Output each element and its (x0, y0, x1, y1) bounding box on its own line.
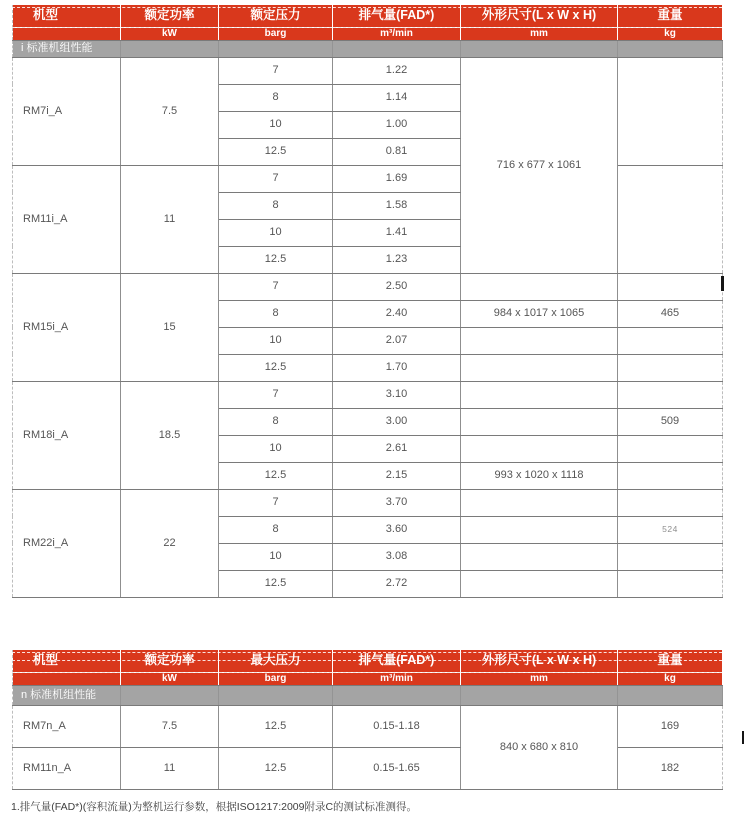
unit-label-m3min: m³/min (333, 672, 461, 685)
weight-cell (618, 381, 723, 408)
pressure-cell: 8 (219, 300, 333, 327)
fad-cell: 3.60 (333, 516, 461, 543)
pressure-cell: 8 (219, 516, 333, 543)
power-cell: 15 (121, 273, 219, 381)
unit-cell-empty (13, 27, 121, 40)
section-band-cell (618, 685, 723, 705)
fad-cell: 1.69 (333, 165, 461, 192)
fad-cell: 1.14 (333, 84, 461, 111)
dimensions-cell (461, 435, 618, 462)
power-cell: 18.5 (121, 381, 219, 489)
table1-header-row (13, 5, 723, 27)
fad-cell: 3.00 (333, 408, 461, 435)
fad-cell: 2.07 (333, 327, 461, 354)
spec-table-n-wrapper (12, 650, 723, 790)
column-header-dimensions: 外形尺寸(L x W x H) (461, 650, 618, 672)
pressure-cell: 12.5 (219, 354, 333, 381)
column-header-power: 额定功率 (121, 650, 219, 672)
column-header-pressure: 额定压力 (219, 5, 333, 27)
dimensions-cell (461, 408, 618, 435)
section-band-n (13, 685, 723, 705)
unit-label-m3min: m³/min (333, 27, 461, 40)
fad-cell: 2.61 (333, 435, 461, 462)
model-name-cell: RM22i_A (13, 489, 121, 597)
pressure-cell: 10 (219, 543, 333, 570)
weight-cell (618, 435, 723, 462)
dimensions-cell: 984 x 1017 x 1065 (461, 300, 618, 327)
unit-label-barg: barg (219, 27, 333, 40)
column-header-fad: 排气量(FAD*) (333, 650, 461, 672)
column-header-fad: 排气量(FAD*) (333, 5, 461, 27)
fad-cell: 3.10 (333, 381, 461, 408)
section-band-i (13, 40, 723, 57)
pressure-cell: 7 (219, 381, 333, 408)
column-header-dimensions: 外形尺寸(L x W x H) (461, 5, 618, 27)
column-header-model: 机型 (13, 650, 121, 672)
section-band-cell (219, 685, 333, 705)
model-name-cell: RM11i_A (13, 165, 121, 273)
section-band-label: n 标准机组性能 (13, 685, 121, 705)
pressure-cell: 8 (219, 192, 333, 219)
section-band-cell (333, 40, 461, 57)
dimensions-cell (461, 543, 618, 570)
section-band-cell (121, 40, 219, 57)
section-band-cell (121, 685, 219, 705)
fad-cell: 1.23 (333, 246, 461, 273)
weight-cell (618, 273, 723, 300)
pressure-cell: 8 (219, 84, 333, 111)
dimensions-cell: 840 x 680 x 810 (461, 705, 618, 789)
model-name-cell: RM7n_A (13, 705, 121, 747)
pressure-cell: 10 (219, 219, 333, 246)
dimensions-cell: 993 x 1020 x 1118 (461, 462, 618, 489)
weight-cell: 465 (618, 300, 723, 327)
pressure-cell: 12.5 (219, 747, 333, 789)
weight-cell: 182 (618, 747, 723, 789)
unit-label-mm: mm (461, 27, 618, 40)
pressure-cell: 7 (219, 273, 333, 300)
unit-label-kw: kW (121, 672, 219, 685)
table-row (13, 273, 723, 300)
pressure-cell: 7 (219, 489, 333, 516)
fad-cell: 2.40 (333, 300, 461, 327)
column-header-power: 额定功率 (121, 5, 219, 27)
table-row (13, 381, 723, 408)
spec-table-i-wrapper (12, 5, 723, 598)
pressure-cell: 12.5 (219, 138, 333, 165)
section-band-cell (461, 685, 618, 705)
model-name-cell: RM18i_A (13, 381, 121, 489)
dimensions-cell (461, 354, 618, 381)
model-name-cell: RM7i_A (13, 57, 121, 165)
fad-cell: 1.58 (333, 192, 461, 219)
section-band-cell (333, 685, 461, 705)
model-name-cell: RM11n_A (13, 747, 121, 789)
table-row (13, 705, 723, 747)
section-band-cell (461, 40, 618, 57)
power-cell: 11 (121, 747, 219, 789)
weight-cell (618, 489, 723, 516)
scan-artifact-mark (721, 276, 724, 291)
unit-label-barg: barg (219, 672, 333, 685)
weight-cell (618, 165, 723, 273)
unit-label-kg: kg (618, 27, 723, 40)
section-band-cell (219, 40, 333, 57)
pressure-cell: 10 (219, 435, 333, 462)
unit-label-kw: kW (121, 27, 219, 40)
column-header-model: 机型 (13, 5, 121, 27)
pressure-cell: 12.5 (219, 246, 333, 273)
table2-header-row (13, 650, 723, 672)
unit-label-mm: mm (461, 672, 618, 685)
fad-cell: 0.15-1.18 (333, 705, 461, 747)
weight-cell (618, 462, 723, 489)
footnote: 1.排气量(FAD*)(容积流量)为整机运行参数，根据ISO1217:2009附录C的测试标准测得。 (11, 801, 418, 813)
weight-cell: 524 (618, 516, 723, 543)
power-cell: 7.5 (121, 705, 219, 747)
spec-table-i (12, 5, 723, 598)
weight-cell (618, 354, 723, 381)
pressure-cell: 12.5 (219, 462, 333, 489)
dimensions-cell (461, 570, 618, 597)
weight-cell (618, 543, 723, 570)
weight-cell: 169 (618, 705, 723, 747)
table1-unit-row (13, 27, 723, 40)
fad-cell: 0.15-1.65 (333, 747, 461, 789)
fad-cell: 3.70 (333, 489, 461, 516)
fad-cell: 1.70 (333, 354, 461, 381)
unit-label-kg: kg (618, 672, 723, 685)
fad-cell: 2.50 (333, 273, 461, 300)
weight-cell: 509 (618, 408, 723, 435)
weight-cell (618, 327, 723, 354)
fad-cell: 0.81 (333, 138, 461, 165)
pressure-cell: 7 (219, 57, 333, 84)
power-cell: 11 (121, 165, 219, 273)
pressure-cell: 10 (219, 327, 333, 354)
dimensions-cell: 716 x 677 x 1061 (461, 57, 618, 273)
model-name-cell: RM15i_A (13, 273, 121, 381)
power-cell: 7.5 (121, 57, 219, 165)
column-header-max-pressure: 最大压力 (219, 650, 333, 672)
pressure-cell: 8 (219, 408, 333, 435)
fad-cell: 2.15 (333, 462, 461, 489)
table2-unit-row (13, 672, 723, 685)
weight-cell (618, 57, 723, 165)
dimensions-cell (461, 327, 618, 354)
spec-table-n (12, 650, 723, 790)
dimensions-cell (461, 273, 618, 300)
pressure-cell: 7 (219, 165, 333, 192)
fad-cell: 1.00 (333, 111, 461, 138)
dimensions-cell (461, 516, 618, 543)
fad-cell: 2.72 (333, 570, 461, 597)
column-header-weight: 重量 (618, 5, 723, 27)
weight-cell (618, 570, 723, 597)
section-band-cell (618, 40, 723, 57)
table-row (13, 489, 723, 516)
column-header-weight: 重量 (618, 650, 723, 672)
power-cell: 22 (121, 489, 219, 597)
unit-cell-empty (13, 672, 121, 685)
pressure-cell: 10 (219, 111, 333, 138)
fad-cell: 1.22 (333, 57, 461, 84)
fad-cell: 1.41 (333, 219, 461, 246)
pressure-cell: 12.5 (219, 570, 333, 597)
dimensions-cell (461, 489, 618, 516)
table-row (13, 57, 723, 84)
pressure-cell: 12.5 (219, 705, 333, 747)
fad-cell: 3.08 (333, 543, 461, 570)
scan-artifact-mark (742, 731, 744, 744)
section-band-label: i 标准机组性能 (13, 40, 121, 57)
dimensions-cell (461, 381, 618, 408)
